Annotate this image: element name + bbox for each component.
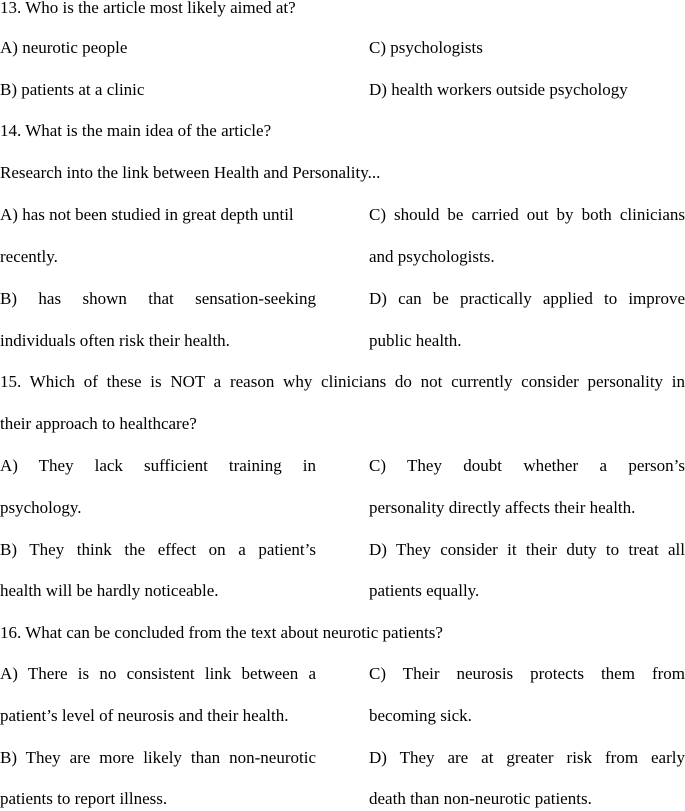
question-15-option-b-line-2: health will be hardly noticeable. <box>0 581 219 600</box>
question-16-options-row-4 <box>0 787 685 811</box>
question-15-options-row-1 <box>0 454 685 478</box>
question-16-option-a-line-1: A) There is no consistent link between a <box>0 664 316 683</box>
question-14-stem: Research into the link between Health and Personality... <box>0 163 381 182</box>
question-13-option-b: B) patients at a clinic <box>0 80 145 99</box>
question-15-options-row-4 <box>0 579 685 603</box>
question-14-option-a-line-1: A) has not been studied in great depth until <box>0 205 294 224</box>
question-15-option-d-line-2: patients equally. <box>369 581 480 600</box>
question-14-option-c-line-2: and psychologists. <box>369 247 495 266</box>
question-13-option-c: C) psychologists <box>369 38 483 57</box>
question-14-text: 14. What is the main idea of the article? <box>0 121 272 140</box>
question-16-option-b-line-1: B) They are more likely than non-neurotic <box>0 748 316 767</box>
question-14-option-a-line-2: recently. <box>0 247 58 266</box>
question-14-options-row-3 <box>0 287 685 311</box>
question-15-text-line-1: 15. Which of these is NOT a reason why clinicians do not currently consider personality in <box>0 372 685 391</box>
question-14-option-d-line-2: public health. <box>369 331 462 350</box>
question-15-text-line-2: their approach to healthcare? <box>0 414 197 433</box>
question-16-option-d-line-2: death than non-neurotic patients. <box>369 789 592 808</box>
question-16-option-a-line-2: patient’s level of neurosis and their health. <box>0 706 289 725</box>
question-13-text: 13. Who is the article most likely aimed at? <box>0 0 296 17</box>
question-14-option-d-line-1: D) can be practically applied to improve <box>369 289 685 308</box>
question-13-option-d: D) health workers outside psychology <box>369 80 628 99</box>
question-16-option-c-line-1: C) Their neurosis protects them from <box>369 664 685 683</box>
question-13-option-a: A) neurotic people <box>0 38 128 57</box>
question-16-option-b-line-2: patients to report illness. <box>0 789 168 808</box>
question-15-options-row-3 <box>0 538 685 562</box>
question-15-option-c-line-2: personality directly affects their health. <box>369 498 636 517</box>
question-16-options-row-2 <box>0 704 685 728</box>
question-16-option-c-line-2: becoming sick. <box>369 706 472 725</box>
question-15-options-row-2 <box>0 496 685 520</box>
question-14-option-b-line-1: B) has shown that sensation-seeking <box>0 289 316 308</box>
question-14-options-row-1 <box>0 203 685 227</box>
question-14-options-row-4 <box>0 329 685 353</box>
question-15-option-a-line-1: A) They lack sufficient training in <box>0 456 316 475</box>
question-14-option-b-line-2: individuals often risk their health. <box>0 331 230 350</box>
question-14-option-c-line-1: C) should be carried out by both clinicians <box>369 205 685 224</box>
question-15-option-d-line-1: D) They consider it their duty to treat all <box>369 540 685 559</box>
question-13-options-row-2 <box>0 78 685 102</box>
question-16-options-row-1 <box>0 662 685 686</box>
question-16-option-d-line-1: D) They are at greater risk from early <box>369 748 685 767</box>
question-15-option-a-line-2: psychology. <box>0 498 82 517</box>
question-14-options-row-2 <box>0 245 685 269</box>
question-13-options-row-1 <box>0 36 685 60</box>
question-15-option-b-line-1: B) They think the effect on a patient’s <box>0 540 316 559</box>
question-16-text: 16. What can be concluded from the text about neurotic patients? <box>0 623 443 642</box>
question-15-option-c-line-1: C) They doubt whether a person’s <box>369 456 685 475</box>
question-16-options-row-3 <box>0 746 685 770</box>
